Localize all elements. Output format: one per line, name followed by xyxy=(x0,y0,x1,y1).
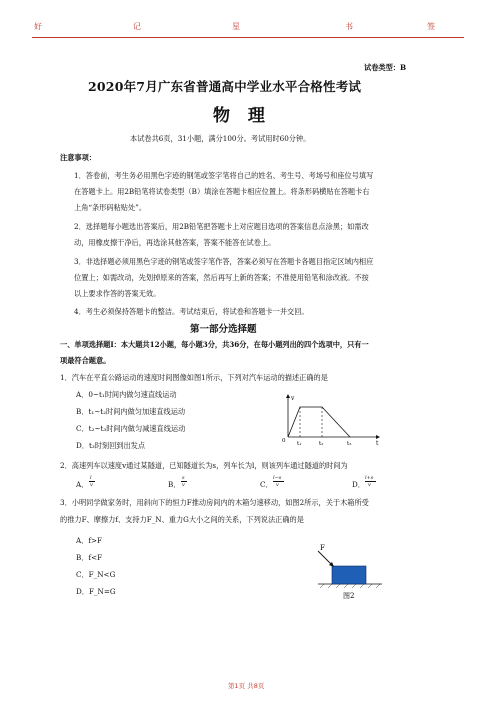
q1-option-b: B．t₁~t₂时间内做匀加速直线运动 xyxy=(76,407,186,416)
q1-option-c: C．t₂~t₃时间内做匀减速直线运动 xyxy=(76,424,186,433)
graph-t2-label: t₂ xyxy=(319,441,324,447)
exam-intro: 本试卷共6页，31小题，满分100分。考试用时60分钟。 xyxy=(130,134,311,143)
graph-v-label: v xyxy=(291,395,295,402)
page-header xyxy=(0,21,496,35)
q2-option-d-den: v xyxy=(368,482,371,488)
graph-t-label: t xyxy=(376,440,379,447)
q3-option-b: B．f<F xyxy=(76,553,103,562)
header-char-2: 记 xyxy=(133,22,141,31)
notice-line-7: 位置上；如需改动，先划掉原来的答案，然后再写上新的答案；不准使用铅笔和涂改液。不按 xyxy=(74,273,369,282)
q1-option-a: A．0~t₁时间内做匀速直线运动 xyxy=(76,390,177,399)
subject-title: 物 理 xyxy=(213,106,271,126)
section-intro-line-1: 一、单项选择题Ⅰ：本大题共12小题，每小题3分，共36分，在每小题列出的四个选项中，只有一 xyxy=(60,340,369,349)
graph-origin-label: 0 xyxy=(282,438,286,444)
q3-stem-line-2: 的推力F、摩擦力f、支持力F_N、重力G大小之间的关系，下列说法正确的是 xyxy=(60,515,304,524)
force-label: F xyxy=(320,544,325,552)
notice-line-1: 1．答卷前，考生务必用黑色字迹的钢笔或签字笔将自己的姓名、考生号、考场号和座位号填写 xyxy=(74,171,374,180)
part-title: 第一部分选择题 xyxy=(190,324,257,335)
wooden-box xyxy=(332,566,366,584)
header-rule xyxy=(32,37,464,38)
paper-type: 试卷类型：B xyxy=(364,63,407,72)
notice-line-6: 3．非选择题必须用黑色字迹的钢笔或签字笔作答，答案必须写在答题卡各题目指定区域内相应 xyxy=(74,257,374,266)
q1-option-d: D．t₃时刻回到出发点 xyxy=(76,441,146,450)
header-char-4: 书 xyxy=(345,22,353,31)
q3-option-d: D．F_N=G xyxy=(76,587,116,596)
notice-line-2: 在答题卡上。用2B铅笔将试卷类型（B）填涂在答题卡相应位置上。将条形码横贴在答题卡右 xyxy=(74,187,370,196)
q2-stem: 2．高速列车以速度v通过某隧道，已知隧道长为s，列车长为l，则该列车通过隧道的时间为 xyxy=(60,461,348,470)
notice-line-3: 上角“条形码粘贴处”。 xyxy=(74,203,147,212)
q2-option-c-den: v xyxy=(276,482,279,488)
graph-t3-label: t₃ xyxy=(347,441,352,447)
q2-option-c-letter: C． xyxy=(260,480,273,489)
q2-option-b-num: s xyxy=(182,475,185,481)
header-char-5: 签 xyxy=(427,22,435,31)
q2-option-a-letter: A． xyxy=(76,480,89,489)
figure-2-box-diagram xyxy=(316,542,386,600)
q2-option-b-den: v xyxy=(182,482,185,488)
notice-line-5: 动，用橡皮擦干净后，再选涂其他答案，答案不能答在试卷上。 xyxy=(74,238,276,247)
q3-stem-line-1: 3．小明同学做家务时，用斜向下的恒力F推动房间内的木箱匀速移动，如图2所示，关于木箱所受 xyxy=(60,498,369,507)
q3-option-c: C．F_N<G xyxy=(76,570,116,579)
figure-1-vt-graph xyxy=(278,393,382,447)
q2-option-b-letter: B． xyxy=(168,480,181,489)
header-char-1: 好 xyxy=(34,22,42,31)
graph-t1-label: t₁ xyxy=(297,441,302,447)
exam-title: 2020年7月广东省普通高中学业水平合格性考试 xyxy=(88,79,362,94)
q2-option-d-num: l+s xyxy=(365,475,374,481)
q2-option-a-num: l xyxy=(90,475,92,481)
notice-heading: 注意事项： xyxy=(60,153,96,162)
header-char-3: 星 xyxy=(232,22,240,31)
section-intro-line-2: 项最符合题意。 xyxy=(60,356,111,365)
notice-line-8: 以上要求作答的答案无效。 xyxy=(74,289,161,298)
q1-stem: 1．汽车在平直公路运动的速度时间图像如图1所示，下列对汽车运动的描述正确的是 xyxy=(60,373,328,382)
page-footer: 第1页 共8页 xyxy=(228,682,265,690)
q2-option-c-num: l−s xyxy=(273,475,282,481)
q2-options xyxy=(76,474,426,494)
notice-line-9: 4．考生必须保持答题卡的整洁。考试结束后，将试卷和答题卡一并交回。 xyxy=(74,307,309,316)
q2-option-a-den: v xyxy=(90,482,93,488)
q2-option-d-letter: D． xyxy=(352,480,365,489)
figure-2-caption: 图2 xyxy=(343,592,355,600)
notice-line-4: 2．选择题每小题选出答案后，用2B铅笔把答题卡上对应题目选项的答案信息点涂黑；如需改 xyxy=(74,222,369,231)
q3-option-a: A．f>F xyxy=(76,536,103,545)
